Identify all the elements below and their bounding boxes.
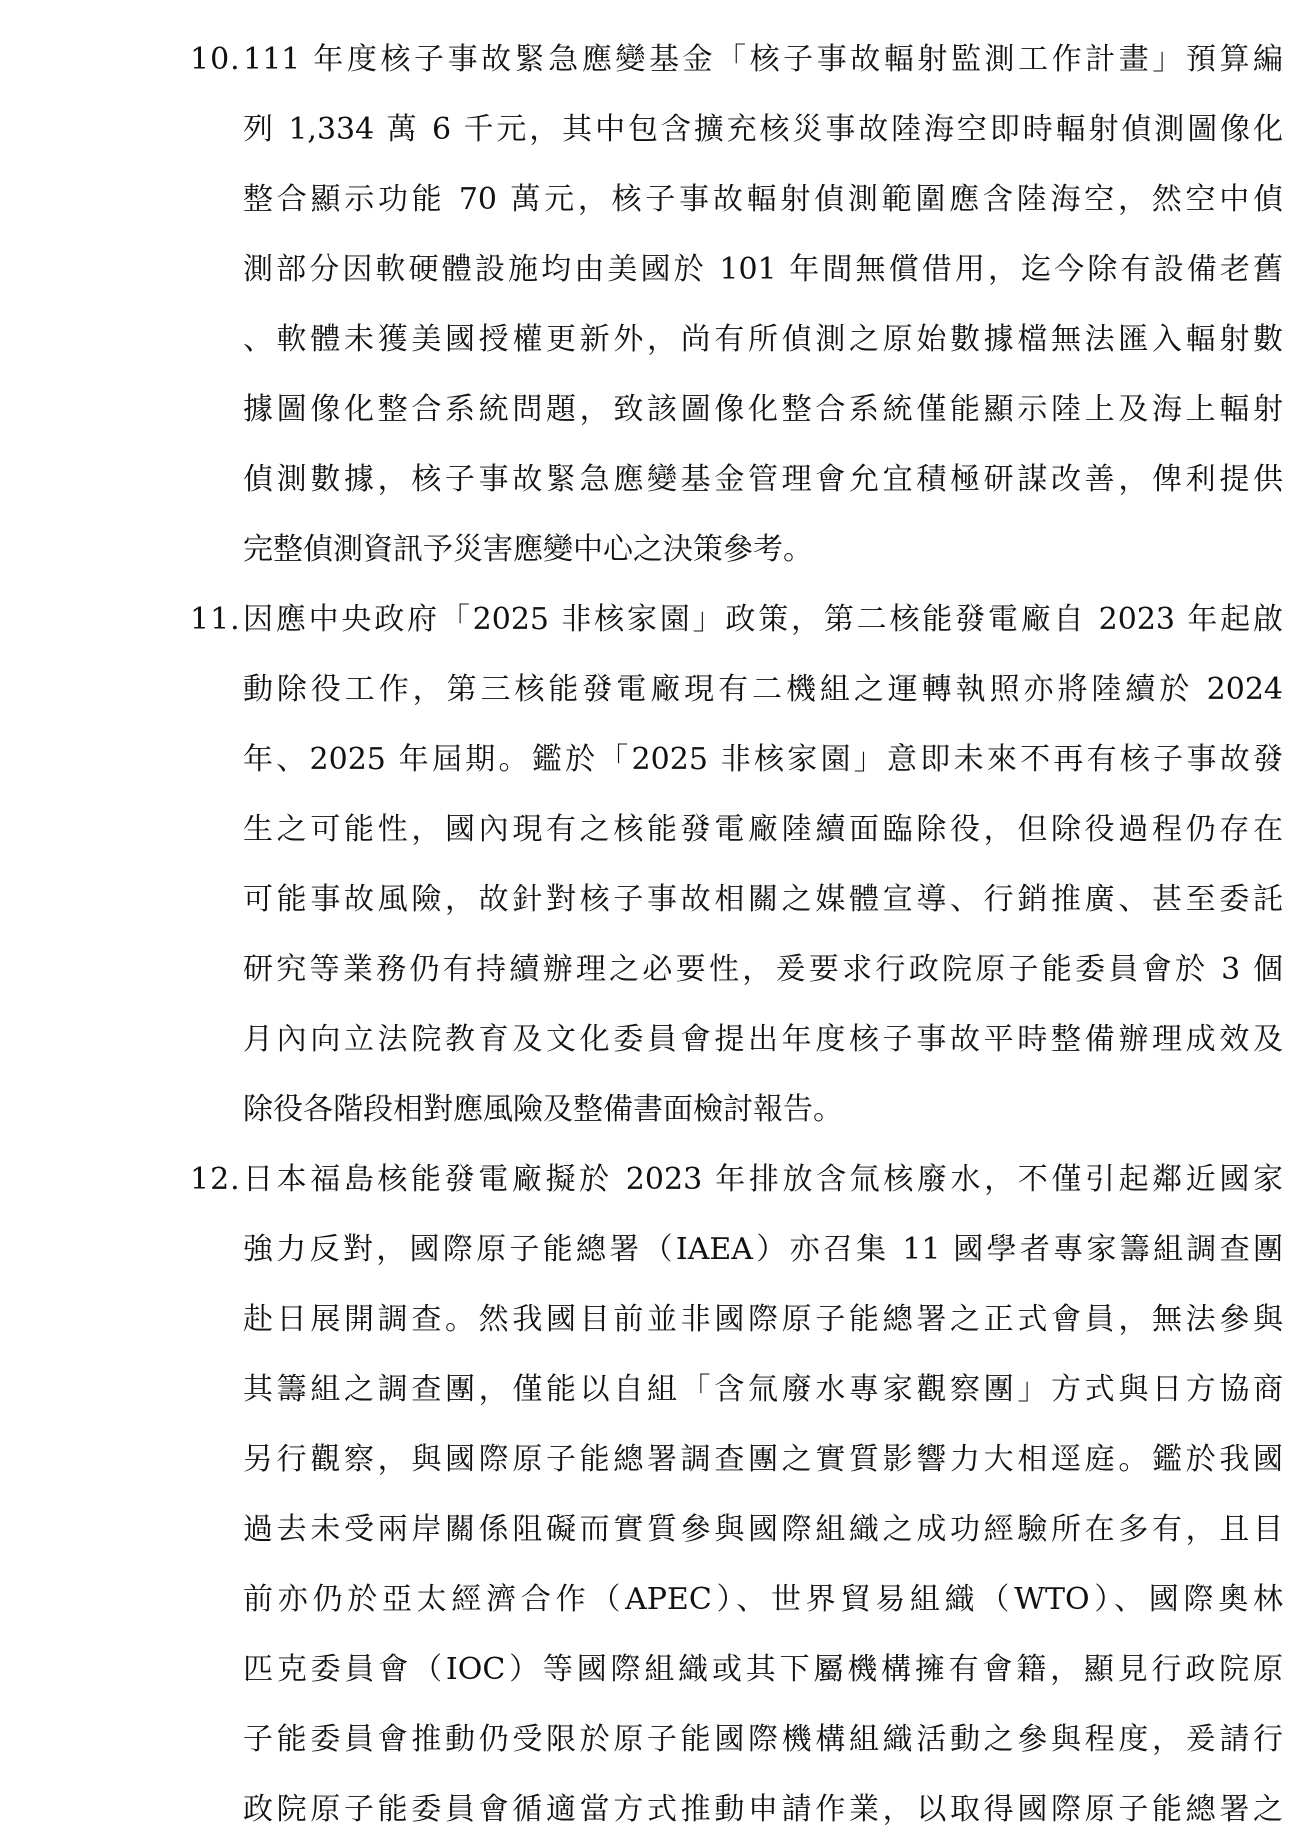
text-line: 另行觀察，與國際原子能總署調查團之實質影響力大相逕庭。鑑於我國 xyxy=(243,1442,1283,1477)
item-number: 11. xyxy=(190,602,241,637)
text-line: 匹克委員會（IOC）等國際組織或其下屬機構擁有會籍，顯見行政院原 xyxy=(243,1652,1283,1687)
text-line: 、軟體未獲美國授權更新外，尚有所偵測之原始數據檔無法匯入輻射數 xyxy=(243,322,1283,357)
text-line: 赴日展開調查。然我國目前並非國際原子能總署之正式會員，無法參與 xyxy=(243,1302,1283,1337)
text-line: 完整偵測資訊予災害應變中心之決策參考。 xyxy=(243,532,813,567)
text-line: 因應中央政府「2025 非核家園」政策，第二核能發電廠自 2023 年起啟 xyxy=(243,602,1283,637)
text-line: 子能委員會推動仍受限於原子能國際機構組織活動之參與程度，爰請行 xyxy=(243,1722,1283,1757)
text-line: 日本福島核能發電廠擬於 2023 年排放含氚核廢水，不僅引起鄰近國家 xyxy=(243,1162,1283,1197)
text-line: 過去未受兩岸關係阻礙而實質參與國際組織之成功經驗所在多有，且目 xyxy=(243,1512,1283,1547)
text-line: 年、2025 年屆期。鑑於「2025 非核家園」意即未來不再有核子事故發 xyxy=(243,742,1283,777)
item-number: 12. xyxy=(190,1162,241,1197)
text-line: 除役各階段相對應風險及整備書面檢討報告。 xyxy=(243,1092,843,1127)
text-line: 測部分因軟硬體設施均由美國於 101 年間無償借用，迄今除有設備老舊 xyxy=(243,252,1283,287)
text-line: 強力反對，國際原子能總署（IAEA）亦召集 11 國學者專家籌組調查團 xyxy=(243,1232,1283,1267)
text-line: 整合顯示功能 70 萬元，核子事故輻射偵測範圍應含陸海空，然空中偵 xyxy=(243,182,1283,217)
item-paragraph xyxy=(243,1145,1283,1845)
text-line: 其籌組之調查團，僅能以自組「含氚廢水專家觀察團」方式與日方協商 xyxy=(243,1372,1283,1407)
text-line: 據圖像化整合系統問題，致該圖像化整合系統僅能顯示陸上及海上輻射 xyxy=(243,392,1283,427)
text-line: 月內向立法院教育及文化委員會提出年度核子事故平時整備辦理成效及 xyxy=(243,1022,1283,1057)
text-line: 生之可能性，國內現有之核能發電廠陸續面臨除役，但除役過程仍存在 xyxy=(243,812,1283,847)
text-line: 可能事故風險，故針對核子事故相關之媒體宣導、行銷推廣、甚至委託 xyxy=(243,882,1283,917)
text-line: 動除役工作，第三核能發電廠現有二機組之運轉執照亦將陸續於 2024 xyxy=(243,672,1283,707)
text-line: 111 年度核子事故緊急應變基金「核子事故輻射監測工作計畫」預算編 xyxy=(243,42,1283,77)
item-paragraph xyxy=(243,25,1283,585)
item-number: 10. xyxy=(190,42,241,77)
text-line: 研究等業務仍有持續辦理之必要性，爰要求行政院原子能委員會於 3 個 xyxy=(243,952,1283,987)
text-line: 政院原子能委員會循適當方式推動申請作業，以取得國際原子能總署之 xyxy=(243,1792,1283,1827)
text-line: 偵測數據，核子事故緊急應變基金管理會允宜積極研謀改善，俾利提供 xyxy=(243,462,1283,497)
text-line: 前亦仍於亞太經濟合作（APEC）、世界貿易組織（WTO）、國際奧林 xyxy=(243,1582,1283,1617)
item-paragraph xyxy=(243,585,1283,1145)
text-line: 列 1,334 萬 6 千元，其中包含擴充核災事故陸海空即時輻射偵測圖像化 xyxy=(243,112,1283,147)
